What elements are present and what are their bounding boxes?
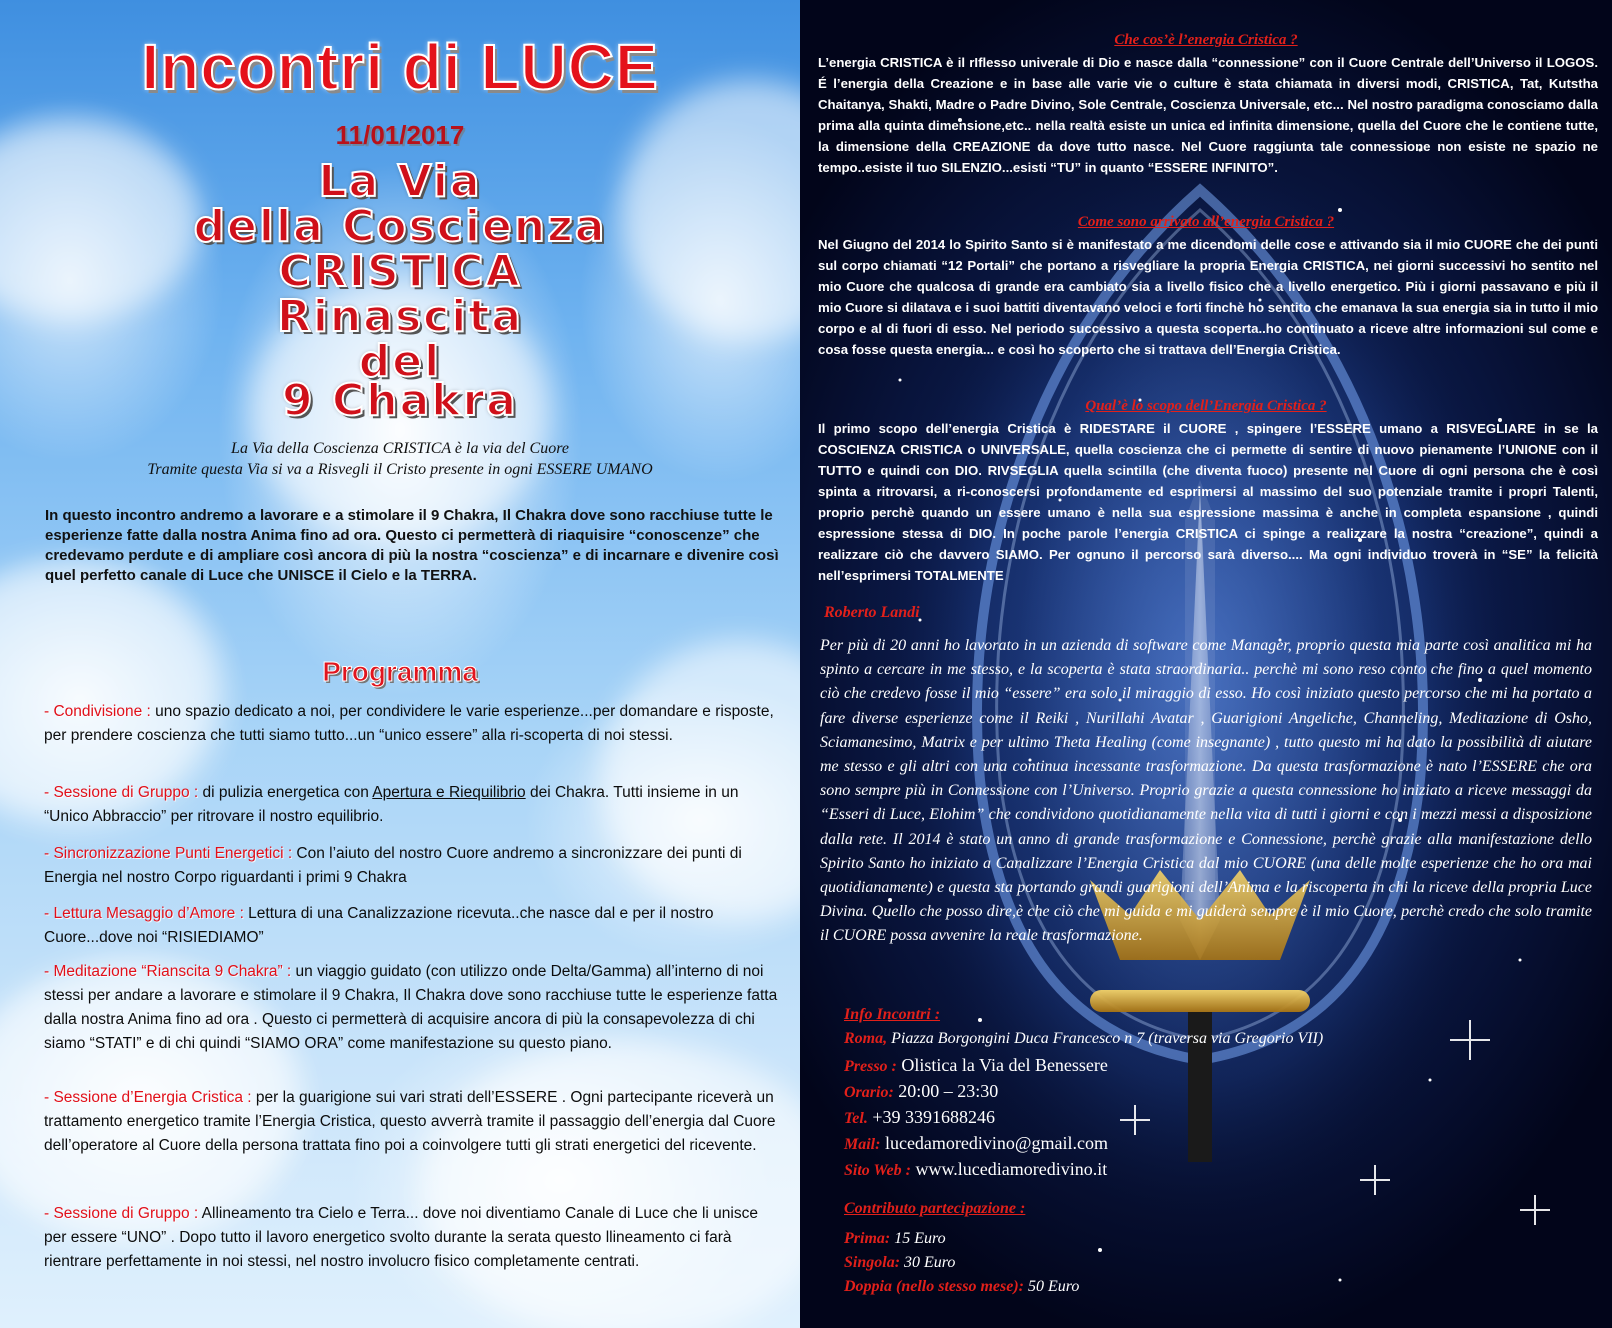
info-value: Olistica la Via del Benessere bbox=[896, 1055, 1108, 1075]
info-key: Mail: bbox=[844, 1136, 881, 1153]
section-heading: Come sono arrivato all’energia Cristica ? bbox=[1077, 214, 1335, 230]
program-item bbox=[44, 960, 784, 1056]
section-paragraph: Il primo scopo dell’energia Cristica è RIDESTARE il CUORE , spingere l’ESSERE umano a RISVEGLIARE in se la COSCIENZA CRISTICA o UNIVERSALE, quella coscienza che ci permette di sentire di nuovo pienamente l’UNIONE con il TUTTO e quindi con DIO. RIVSEGLIA quella scintilla (che diventa fuoco) presente nel Cuore di ogni persona che è così spinta a ritrovarsi, a ri-conoscersi profondamente ed esprimersi al massimo del suo potenziale tramite i propri Talenti, proprio perchè quando un essere umano è nella sua espressione massima è anche in completa espansione , quindi espressione stessa di DIO. In poche parole l’energia CRISTICA ci spinge a realizzare la nostra “creazione”, quindi a realizzare ciò che davvero SIAMO. Per ognuno il percorso sarà diverso.... Ma ogni individuo troverà in “SE” la felicità nell’esprimersi TOTALMENTE bbox=[818, 421, 1598, 583]
right-panel bbox=[800, 0, 1612, 1328]
contribution-row bbox=[844, 1226, 946, 1252]
program-item bbox=[44, 781, 784, 829]
big-title-line-3: CRISTICA bbox=[278, 246, 522, 297]
intro-line-2: Tramite questa Via si va a Risvegli il Cristo presente in ogni ESSERE UMANO bbox=[147, 461, 653, 478]
contribution-row bbox=[844, 1250, 955, 1276]
contrib-key: Prima: bbox=[844, 1230, 891, 1247]
program-item-text: Lettura di una Canalizzazione ricevuta..che nasce dal e per il nostro Cuore...dove noi “RISIEDIAMO” bbox=[44, 905, 714, 946]
info-value: 20:00 – 23:30 bbox=[893, 1081, 999, 1101]
info-value: www.lucediamoredivino.it bbox=[910, 1159, 1108, 1179]
program-item-text: un viaggio guidato (con utilizzo onde Delta/Gamma) all’interno di noi stessi per andare a lavorare e stimolare il 9 Chakra, Il Chakra dove sono racchiuse tutte le esperienze fatta dalla nostra Anima fino ad ora . Questo ci permetterà di acquisire ancora di più la consapevolezza di chi siamo “STATI” e di chi quindi “SIAMO ORA” come manifestazione su questo piano. bbox=[44, 963, 778, 1052]
program-item-underline: Apertura e Riequilibrio bbox=[372, 784, 526, 801]
big-title-line-2: della Coscienza bbox=[193, 201, 607, 252]
info-key: Sito Web : bbox=[844, 1162, 911, 1179]
contrib-key: Doppia (nello stesso mese): bbox=[844, 1278, 1024, 1295]
info-row-website bbox=[844, 1156, 1107, 1184]
section-heading: Che cos’è l’energia Cristica ? bbox=[1114, 32, 1298, 48]
program-item-text-2: dei Chakra. Tutti insieme in un “Unico Abbraccio” per ritrovare il nostro equilibrio. bbox=[44, 784, 739, 825]
page-title: Incontri di LUCE bbox=[141, 31, 659, 103]
program-item-text: di pulizia energetica con bbox=[198, 784, 373, 801]
big-title-line-1: La Via bbox=[318, 156, 482, 207]
program-item bbox=[44, 1086, 784, 1158]
program-item-label: - Sincronizzazione Punti Energetici : bbox=[44, 845, 293, 862]
program-heading: Programma bbox=[322, 656, 478, 687]
info-key: Presso : bbox=[844, 1058, 897, 1075]
program-item-label: - Sessione di Gruppo : bbox=[44, 784, 199, 801]
program-item bbox=[44, 700, 784, 748]
big-title-line-4: Rinascita bbox=[276, 291, 524, 342]
info-key: Roma, bbox=[844, 1030, 888, 1047]
contrib-value: 30 Euro bbox=[900, 1254, 956, 1271]
contrib-value: 15 Euro bbox=[890, 1230, 946, 1247]
intro-text bbox=[40, 438, 760, 480]
info-row-time bbox=[844, 1078, 998, 1106]
program-item-label: - Sessione d’Energia Cristica : bbox=[44, 1089, 252, 1106]
info-value: lucedamoredivino@gmail.com bbox=[880, 1133, 1108, 1153]
description-paragraph: In questo incontro andremo a lavorare e a stimolare il 9 Chakra, Il Chakra dove sono racchiuse tutte le esperienze fatte dalla nostra Anima fino ad ora. Questo ci permetterà di riaquisire “conoscenze” che credevamo perdute e di ampliare così ancora di più la nostra “coscienza” e di incarnare e divenire così quel perfetto canale di Luce che UNISCE il Cielo e la TERRA. bbox=[45, 507, 779, 584]
info-value: Piazza Borgongini Duca Francesco n 7 (traversa via Gregorio VII) bbox=[887, 1030, 1324, 1047]
contrib-value: 50 Euro bbox=[1023, 1278, 1080, 1295]
contrib-key: Singola: bbox=[844, 1254, 901, 1271]
intro-line-1: La Via della Coscienza CRISTICA è la via del Cuore bbox=[231, 440, 569, 457]
program-item bbox=[44, 842, 784, 890]
big-title-line-6: 9 Chakra bbox=[282, 375, 518, 426]
info-key: Tel. bbox=[844, 1110, 868, 1127]
info-row-venue bbox=[844, 1052, 1108, 1080]
info-value: +39 3391688246 bbox=[867, 1107, 996, 1127]
program-item-label: - Meditazione “Rianscita 9 Chakra” : bbox=[44, 963, 292, 980]
author-bio: Per più di 20 anni ho lavorato in un azienda di software come Manager, proprio questa mia parte così analitica mi ha spinto a cercare in me stesso, e la scoperta è stata straordinaria.. perchè mi sono reso conto che fino a quel momento ciò che credevo fosse il mio “essere” era solo il miraggio di esso. Ho così iniziato questo percorso che mi ha portato a fare diverse esperienze come il Reiki , Nurillahi Avatar , Guarigioni Angeliche, Channeling, Meditazione di Osho, Sciamanesimo, Matrix e per ultimo Theta Healing (come insegnante) , tutto questo mi ha dato la possibilità di aiutare me stesso e gli altri con una continua incessante trasformazione. Da questa trasformazione è nato l’ESSERE che ora sono sempre più in Connessione con l’Universo. Proprio grazie a questa connessione ho iniziato a riceve messaggi da “Esseri di Luce, Elohim” che condividono quotidianamente nella vita di tutti i giorni e con i mezzi messi a disposizione dalla rete. Il 2014 è stato un anno di grande trasformazione e Connessione, perchè grazie alla manifestazione dello Spirito Santo ho iniziato a Canalizzare l’Energia Cristica dal mio CUORE (una delle molte esperienze che ho ora mai quotidianamente) e questa sta portando grandi guarigioni dell’Anima e la riscoperta in chi la riceve della propria Luce Divina. Quello che posso dire,è che ciò che mi guida e mi guiderà sempre è il mio Cuore, perchè credo che solo tramite il CUORE possa avvenire la reale trasformazione. bbox=[820, 637, 1592, 945]
info-row-phone bbox=[844, 1104, 995, 1132]
program-item-text: Allineamento tra Cielo e Terra... dove noi diventiamo Canale di Luce che li unisce per essere “UNO” . Dopo tutto il lavoro energetico svolto durante la serata questo llineamento ci farà rientrare perfettamente in noi stessi, nel nostro involucro fisico completamente centrati. bbox=[44, 1205, 758, 1270]
info-heading: Info Incontri : bbox=[844, 1006, 941, 1023]
program-item bbox=[44, 1202, 784, 1274]
program-item-text: uno spazio dedicato a noi, per condividere le varie esperienze...per domandare e risposte, per prendere coscienza che tutti siamo tutto...un “unico essere” alla ri-scoperta di noi stessi. bbox=[44, 703, 774, 744]
contribution-row bbox=[844, 1274, 1079, 1300]
big-title-line-5: del bbox=[358, 336, 442, 387]
program-item-label: - Sessione di Gruppo : bbox=[44, 1205, 199, 1222]
program-item bbox=[44, 902, 784, 950]
info-row-address bbox=[844, 1026, 1323, 1052]
left-panel bbox=[0, 0, 800, 1328]
section-paragraph: Nel Giugno del 2014 lo Spirito Santo si è manifestato a me dicendomi delle cose e attivando sia il mio CUORE che dei punti sul corpo chiamati “12 Portali” che portano a risvegliare la propria Energia CRISTICA, nei giorni successivi ho sentito nel mio Cuore che qualcosa di grande era cambiato sia a livello fisico che a livello energetico. Più i giorni passavano e più il mio Cuore si dilatava e i suoi battiti diventavano veloci e forti finchè ho sentito che emanava la sua energia sia in tutto il mio corpo e al di fuori di esso. Nel periodo successivo a questa scoperta..ho continuato a riceve altre informazioni sul come e cosa fosse questa energia... e così ho scoperto che si trattava dell’Energia Cristica. bbox=[818, 237, 1598, 357]
program-item-text: Con l’aiuto del nostro Cuore andremo a sincronizzare dei punti di Energia nel nostro Corpo riguardanti i primi 9 Chakra bbox=[44, 845, 742, 886]
section-paragraph: L’energia CRISTICA è il rIflesso univerale di Dio e nasce dalla “connessione” con il Cuore Centrale dell’Universo il LOGOS. É l’energia della Creazione e in base alle varie vie o culture è stata chiamata in diversi modi, CRISTICA, Tat, Kutstha Chaitanya, Shakti, Madre o Padre Divino, Sole Centrale, Coscienza Universale, etc... Nel nostro paradigma conosciamo dalla prima alla quinta dimensione,etc.. nella realtà esiste un unica ed infinita dimensione, quella del Cuore che le contiene tutte, la dimensione della CREAZIONE da dove tutto nasce. Nel Cuore raggiunta tale connessione non esiste ne spazio ne tempo..esiste il tuo SILENZIO...esisti “TU” in quanto “ESSERE INFINITO”. bbox=[818, 55, 1598, 175]
program-item-text: per la guarigione sui vari strati dell’ESSERE . Ogni partecipante riceverà un trattamento energetico tramite l’Energia Cristica, questo avverrà tramite il passaggio dell’energia dal Cuore dell’operatore al Cuore della persona trattata fino poi a coinvolgere tutti gli strati energetici del ricevente. bbox=[44, 1089, 776, 1154]
info-row-email bbox=[844, 1130, 1108, 1158]
section-heading: Qual’è lo scopo dell’Energia Cristica ? bbox=[1085, 398, 1327, 414]
event-date: 11/01/2017 bbox=[335, 120, 465, 150]
info-key: Orario: bbox=[844, 1084, 894, 1101]
author-name: Roberto Landi bbox=[824, 604, 920, 621]
contribution-heading: Contributo partecipazione : bbox=[844, 1200, 1026, 1217]
program-item-label: - Condivisione : bbox=[44, 703, 151, 720]
program-item-label: - Lettura Mesaggio d’Amore : bbox=[44, 905, 244, 922]
